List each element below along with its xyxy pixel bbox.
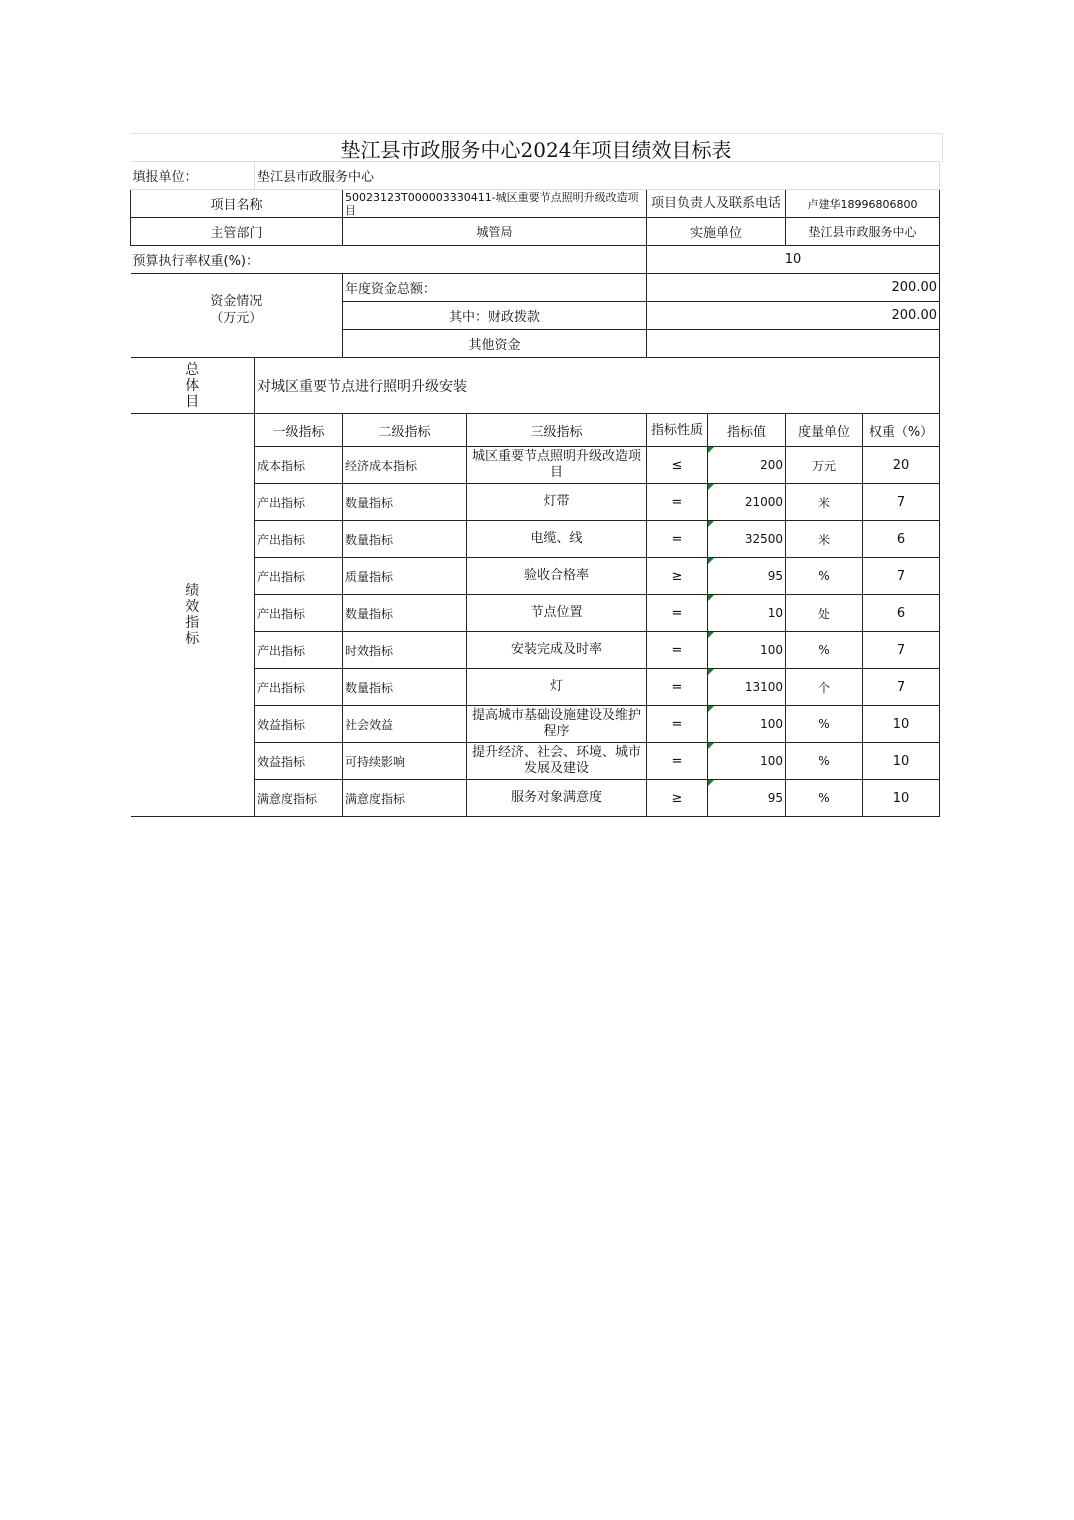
header-nature: 指标性质 (647, 414, 708, 447)
row-l3: 节点位置 (467, 595, 647, 632)
row-nature: = (647, 669, 708, 706)
row-weight: 7 (863, 484, 940, 521)
row-unit: 处 (786, 595, 863, 632)
row-value: 100 (708, 632, 786, 669)
row-l2: 数量指标 (343, 521, 467, 558)
row-unit: 个 (786, 669, 863, 706)
row-weight: 6 (863, 595, 940, 632)
indicators-label-text: 绩 效 指 标 (185, 583, 200, 647)
row-value: 32500 (708, 521, 786, 558)
fill-unit-value: 垫江县市政服务中心 (255, 162, 940, 190)
row-value: 200 (708, 447, 786, 484)
row-value: 10 (708, 595, 786, 632)
row-l1: 产出指标 (255, 558, 343, 595)
row-l2: 数量指标 (343, 595, 467, 632)
row-nature: ≤ (647, 447, 708, 484)
funds-label (131, 274, 343, 358)
row-l3: 安装完成及时率 (467, 632, 647, 669)
row-l3: 验收合格率 (467, 558, 647, 595)
row-unit: % (786, 558, 863, 595)
goal-text: 对城区重要节点进行照明升级安装 (255, 358, 940, 414)
row-unit: 万元 (786, 447, 863, 484)
row-l2: 时效指标 (343, 632, 467, 669)
row-l1: 效益指标 (255, 706, 343, 743)
row-l1: 产出指标 (255, 521, 343, 558)
funds-other-value (647, 330, 940, 358)
row-value: 95 (708, 780, 786, 817)
funds-other-label: 其他资金 (343, 330, 647, 358)
row-l2: 经济成本指标 (343, 447, 467, 484)
row-l1: 产出指标 (255, 669, 343, 706)
row-weight: 7 (863, 669, 940, 706)
goal-label (131, 358, 255, 414)
dept-value: 城管局 (343, 218, 647, 246)
funds-total-value: 200.00 (647, 274, 940, 302)
row-value: 13100 (708, 669, 786, 706)
row-weight: 10 (863, 780, 940, 817)
header-value: 指标值 (708, 414, 786, 447)
row-l2: 质量指标 (343, 558, 467, 595)
row-l3: 灯 (467, 669, 647, 706)
budget-rate-label: 预算执行率权重(%)： (131, 246, 647, 274)
row-unit: % (786, 632, 863, 669)
header-unit: 度量单位 (786, 414, 863, 447)
budget-rate-value: 10 (647, 246, 940, 274)
row-l3: 电缆、线 (467, 521, 647, 558)
row-l2: 社会效益 (343, 706, 467, 743)
row-l3: 灯带 (467, 484, 647, 521)
project-name-label: 项目名称 (131, 190, 343, 218)
funds-fiscal-value: 200.00 (647, 302, 940, 330)
funds-total-label: 年度资金总额： (343, 274, 647, 302)
row-l1: 效益指标 (255, 743, 343, 780)
row-l2: 满意度指标 (343, 780, 467, 817)
row-value: 100 (708, 706, 786, 743)
row-l2: 可持续影响 (343, 743, 467, 780)
row-nature: = (647, 595, 708, 632)
row-unit: % (786, 706, 863, 743)
indicators-label (131, 414, 255, 817)
header-l1: 一级指标 (255, 414, 343, 447)
performance-table (130, 161, 940, 817)
row-nature: ≥ (647, 780, 708, 817)
funds-label-line2: （万元） (210, 310, 263, 326)
row-l3: 提升经济、社会、环境、城市发展及建设 (467, 743, 647, 780)
impl-value: 垫江县市政服务中心 (786, 218, 940, 246)
header-l3: 三级指标 (467, 414, 647, 447)
fill-unit-label: 填报单位： (131, 162, 255, 190)
row-l1: 产出指标 (255, 484, 343, 521)
header-weight: 权重（%） (863, 414, 940, 447)
row-value: 95 (708, 558, 786, 595)
row-unit: % (786, 780, 863, 817)
funds-fiscal-label: 其中：财政拨款 (343, 302, 647, 330)
row-unit: % (786, 743, 863, 780)
row-l1: 成本指标 (255, 447, 343, 484)
funds-label-line1: 资金情况 (210, 293, 263, 309)
row-weight: 6 (863, 521, 940, 558)
row-nature: = (647, 706, 708, 743)
row-weight: 7 (863, 632, 940, 669)
row-l1: 产出指标 (255, 595, 343, 632)
impl-label: 实施单位 (647, 218, 786, 246)
row-nature: = (647, 521, 708, 558)
row-nature: = (647, 632, 708, 669)
row-l2: 数量指标 (343, 484, 467, 521)
row-unit: 米 (786, 484, 863, 521)
row-weight: 10 (863, 743, 940, 780)
row-unit: 米 (786, 521, 863, 558)
dept-label: 主管部门 (131, 218, 343, 246)
leader-label: 项目负责人及联系电话 (647, 190, 786, 218)
project-name-value: 50023123T000003330411-城区重要节点照明升级改造项目 (343, 190, 647, 218)
row-l3: 城区重要节点照明升级改造项目 (467, 447, 647, 484)
leader-value: 卢建华18996806800 (786, 190, 940, 218)
row-l1: 满意度指标 (255, 780, 343, 817)
row-nature: = (647, 484, 708, 521)
goal-label-text: 总 体 目 (185, 361, 200, 410)
sheet-title: 垫江县市政服务中心2024年项目绩效目标表 (130, 133, 943, 162)
row-l2: 数量指标 (343, 669, 467, 706)
row-weight: 10 (863, 706, 940, 743)
row-nature: = (647, 743, 708, 780)
row-l1: 产出指标 (255, 632, 343, 669)
header-l2: 二级指标 (343, 414, 467, 447)
row-value: 100 (708, 743, 786, 780)
row-l3: 提高城市基础设施建设及维护程序 (467, 706, 647, 743)
row-value: 21000 (708, 484, 786, 521)
row-weight: 7 (863, 558, 940, 595)
row-nature: ≥ (647, 558, 708, 595)
row-l3: 服务对象满意度 (467, 780, 647, 817)
row-weight: 20 (863, 447, 940, 484)
